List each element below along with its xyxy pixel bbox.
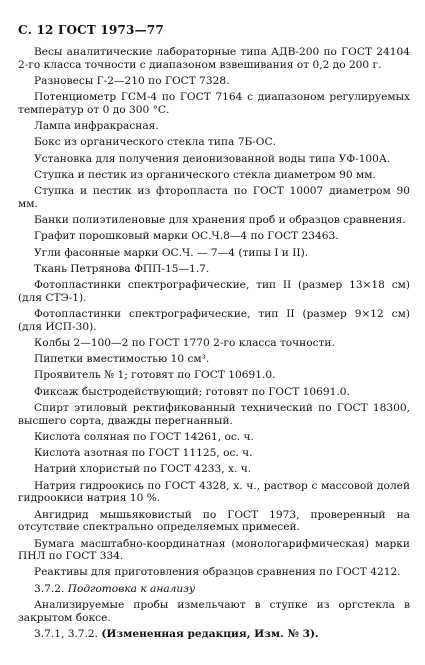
subsection-number: 3.7.2. xyxy=(34,582,65,595)
amendment-text: (Измененная редакция, Изм. № 3). xyxy=(101,627,319,640)
paragraph: Банки полиэтиленовые для хранения проб и образцов сравнения. xyxy=(34,214,406,227)
document-body xyxy=(18,46,410,644)
paragraph: Установка для получения деионизованной воды типа УФ-100А. xyxy=(34,152,391,165)
paragraph: Потенциометр ГСМ-4 по ГОСТ 7164 с диапазоном регулируемых температур от 0 до 300 °С. xyxy=(18,91,410,116)
paragraph: Лампа инфракрасная. xyxy=(34,120,159,133)
paragraph: Ангидрид мышьяковистый по ГОСТ 1973, проверенный на отсутствие спектрально определяемых примесей. xyxy=(18,508,410,534)
page-header: С. 12 ГОСТ 1973—77 xyxy=(18,23,164,37)
paragraph: Пипетки вместимостью 10 см³. xyxy=(34,353,210,366)
amendment-refs: 3.7.1, 3.7.2. xyxy=(34,627,99,640)
paragraph: Реактивы для приготовления образцов сравнения по ГОСТ 4212. xyxy=(34,566,401,579)
paragraph: Графит порошковый марки ОС.Ч.8—4 по ГОСТ 23463. xyxy=(34,230,339,243)
paragraph: Фотопластинки спектрографические, тип II (размер 13×18 см) (для СТЭ-1). xyxy=(18,279,410,304)
paragraph: Кислота азотная по ГОСТ 11125, ос. ч. xyxy=(34,447,253,460)
paragraph: Весы аналитические лабораторные типа АДВ-200 по ГОСТ 24104 2-го класса точности с диапазоном взвешивания от 0,2 до 200 г. xyxy=(18,46,410,71)
paragraph: Натрий хлористый по ГОСТ 4233, х. ч. xyxy=(34,463,252,476)
paragraph: Ткань Петрянова ФПП-15—1.7. xyxy=(34,262,210,275)
paragraph: Фиксаж быстродействующий; готовят по ГОСТ 10691.0. xyxy=(34,385,350,398)
paragraph: Фотопластинки спектрографические, тип II (размер 9×12 см) (для ИСП-30). xyxy=(18,308,410,333)
paragraph: Ступка и пестик из органического стекла диаметром 90 мм. xyxy=(34,168,376,181)
paragraph: Бокс из органического стекла типа 7Б-ОС. xyxy=(34,136,276,149)
paragraph: Кислота соляная по ГОСТ 14261, ос. ч. xyxy=(34,430,254,443)
subsection-title: Подготовка к анализу xyxy=(67,582,196,595)
paragraph: Колбы 2—100—2 по ГОСТ 1770 2-го класса точности. xyxy=(34,336,335,349)
amendment-note xyxy=(18,628,410,641)
paragraph: Ступка и пестик из фторопласта по ГОСТ 10007 диаметром 90 мм. xyxy=(18,185,410,210)
subsection-heading xyxy=(18,583,410,596)
paragraph: Проявитель № 1; готовят по ГОСТ 10691.0. xyxy=(34,369,276,382)
subsection-text: Анализируемые пробы измельчают в ступке из оргстекла в закрытом боксе. xyxy=(18,598,410,624)
paragraph: Спирт этиловый ректификованный технический по ГОСТ 18300, высшего сорта, дважды перегнанный. xyxy=(18,402,410,427)
paragraph: Угли фасонные марки ОС.Ч. — 7—4 (типы I и II). xyxy=(34,246,309,259)
paragraph: Разновесы Г-2—210 по ГОСТ 7328. xyxy=(34,74,230,87)
paragraph: Бумага масштабно-координатная (монологарифмическая) марки ПНЛ по ГОСТ 334. xyxy=(18,537,410,563)
paragraph: Натрия гидроокись по ГОСТ 4328, х. ч., раствор с массовой долей гидроокиси натрия 10 %. xyxy=(18,479,410,505)
